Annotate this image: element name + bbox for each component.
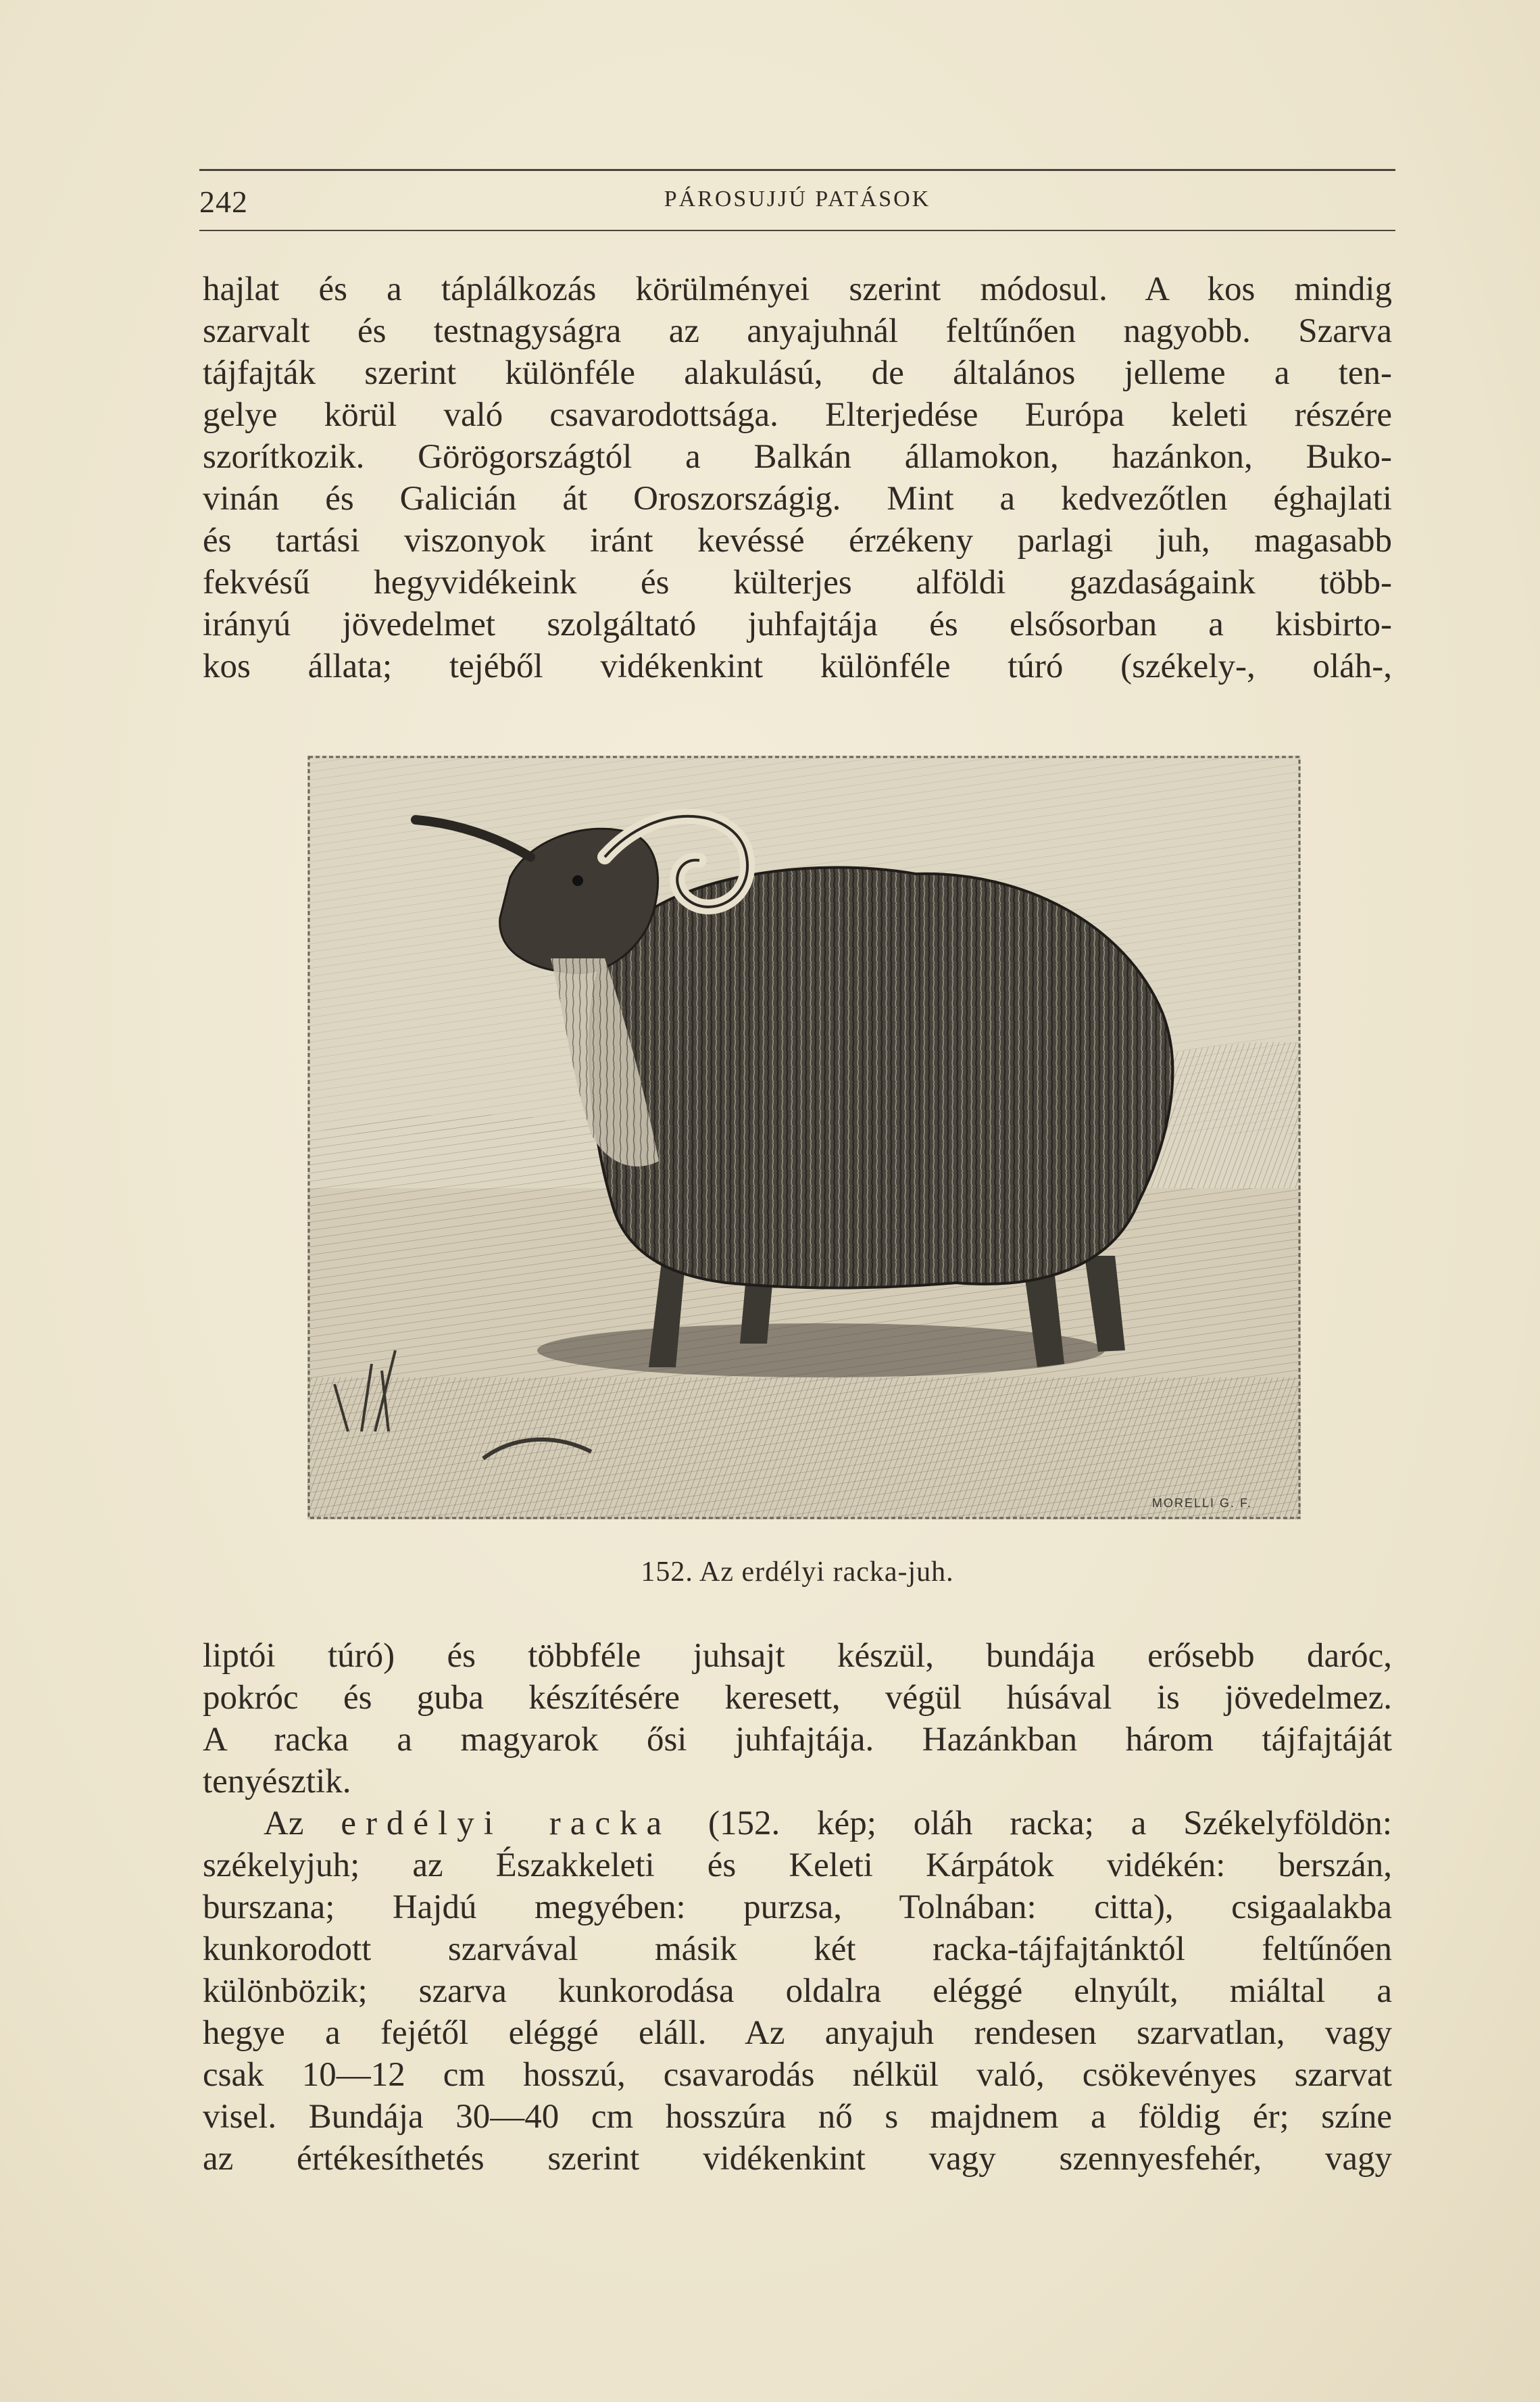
racka-sheep-illustration xyxy=(307,756,1301,1519)
text-line: visel. Bundája 30—40 cm hosszúra nő s majdnem a földig ér; színe xyxy=(203,2098,1392,2136)
text-line: kunkorodott szarvával másik két racka-tájfajtánktól feltűnően xyxy=(203,1930,1392,1968)
header-rule-bottom xyxy=(199,230,1395,231)
text-line: hajlat és a táplálkozás körülményei szerint módosul. A kos mindig xyxy=(203,270,1392,308)
text-line: székelyjuh; az Északkeleti és Keleti Kárpátok vidékén: berszán, xyxy=(203,1846,1392,1884)
text-line: tenyésztik. xyxy=(203,1763,351,1800)
figure-caption: 152. Az erdélyi racka-juh. xyxy=(641,1557,954,1588)
text-line: burszana; Hajdú megyében: purzsa, Tolnában: citta), csigaalakba xyxy=(203,1888,1392,1926)
text-line: irányú jövedelmet szolgáltató juhfajtája és elsősorban a kisbirto- xyxy=(203,606,1392,643)
sheep-engraving-figure xyxy=(307,756,1301,1519)
text-line: A racka a magyarok ősi juhfajtája. Hazánkban három tájfajtáját xyxy=(203,1721,1392,1759)
running-head: PÁROSUJJÚ PATÁSOK xyxy=(664,187,931,212)
text-line: gelye körül való csavarodottsága. Elterjedése Európa keleti részére xyxy=(203,396,1392,434)
text-line: kos állata; tejéből vidékenkint különféle túró (székely-, oláh-, xyxy=(203,647,1392,685)
page-number: 242 xyxy=(199,185,248,219)
text-line: az értékesíthetés szerint vidékenkint vagy szennyesfehér, vagy xyxy=(203,2140,1392,2178)
text-start: Az xyxy=(264,1805,341,1842)
header-rule-top xyxy=(199,169,1395,171)
text-line: liptói túró) és többféle juhsajt készül, bundája erősebb daróc, xyxy=(203,1637,1392,1675)
text-line: csak 10—12 cm hosszú, csavarodás nélkül való, csökevényes szarvat xyxy=(203,2056,1392,2094)
text-line: szorítkozik. Görögországtól a Balkán államokon, hazánkon, Buko- xyxy=(203,438,1392,476)
breed-name-spaced: erdélyi racka xyxy=(341,1805,672,1842)
text-line: különbözik; szarva kunkorodása oldalra eléggé elnyúlt, miáltal a xyxy=(203,1972,1392,2010)
text-line: fekvésű hegyvidékeink és külterjes alföldi gazdaságaink több- xyxy=(203,564,1392,602)
text-line: szarvalt és testnagyságra az anyajuhnál feltűnően nagyobb. Szarva xyxy=(203,312,1392,350)
text-line: tájfajták szerint különféle alakulású, de általános jelleme a ten- xyxy=(203,354,1392,392)
text-rest: (152. kép; oláh racka; a Székelyföldön: xyxy=(671,1805,1392,1842)
text-line: pokróc és guba készítésére keresett, végül húsával is jövedelmez. xyxy=(203,1679,1392,1717)
text-line: hegye a fejétől eléggé eláll. Az anyajuh rendesen szarvatlan, vagy xyxy=(203,2014,1392,2052)
svg-text:MORELLI G. F.: MORELLI G. F. xyxy=(1152,1496,1253,1510)
text-line-first xyxy=(264,1803,1392,1844)
text-line: vinán és Galicián át Oroszországig. Mint a kedvezőtlen éghajlati xyxy=(203,480,1392,518)
text-line: és tartási viszonyok iránt kevéssé érzékeny parlagi juh, magasabb xyxy=(203,522,1392,560)
